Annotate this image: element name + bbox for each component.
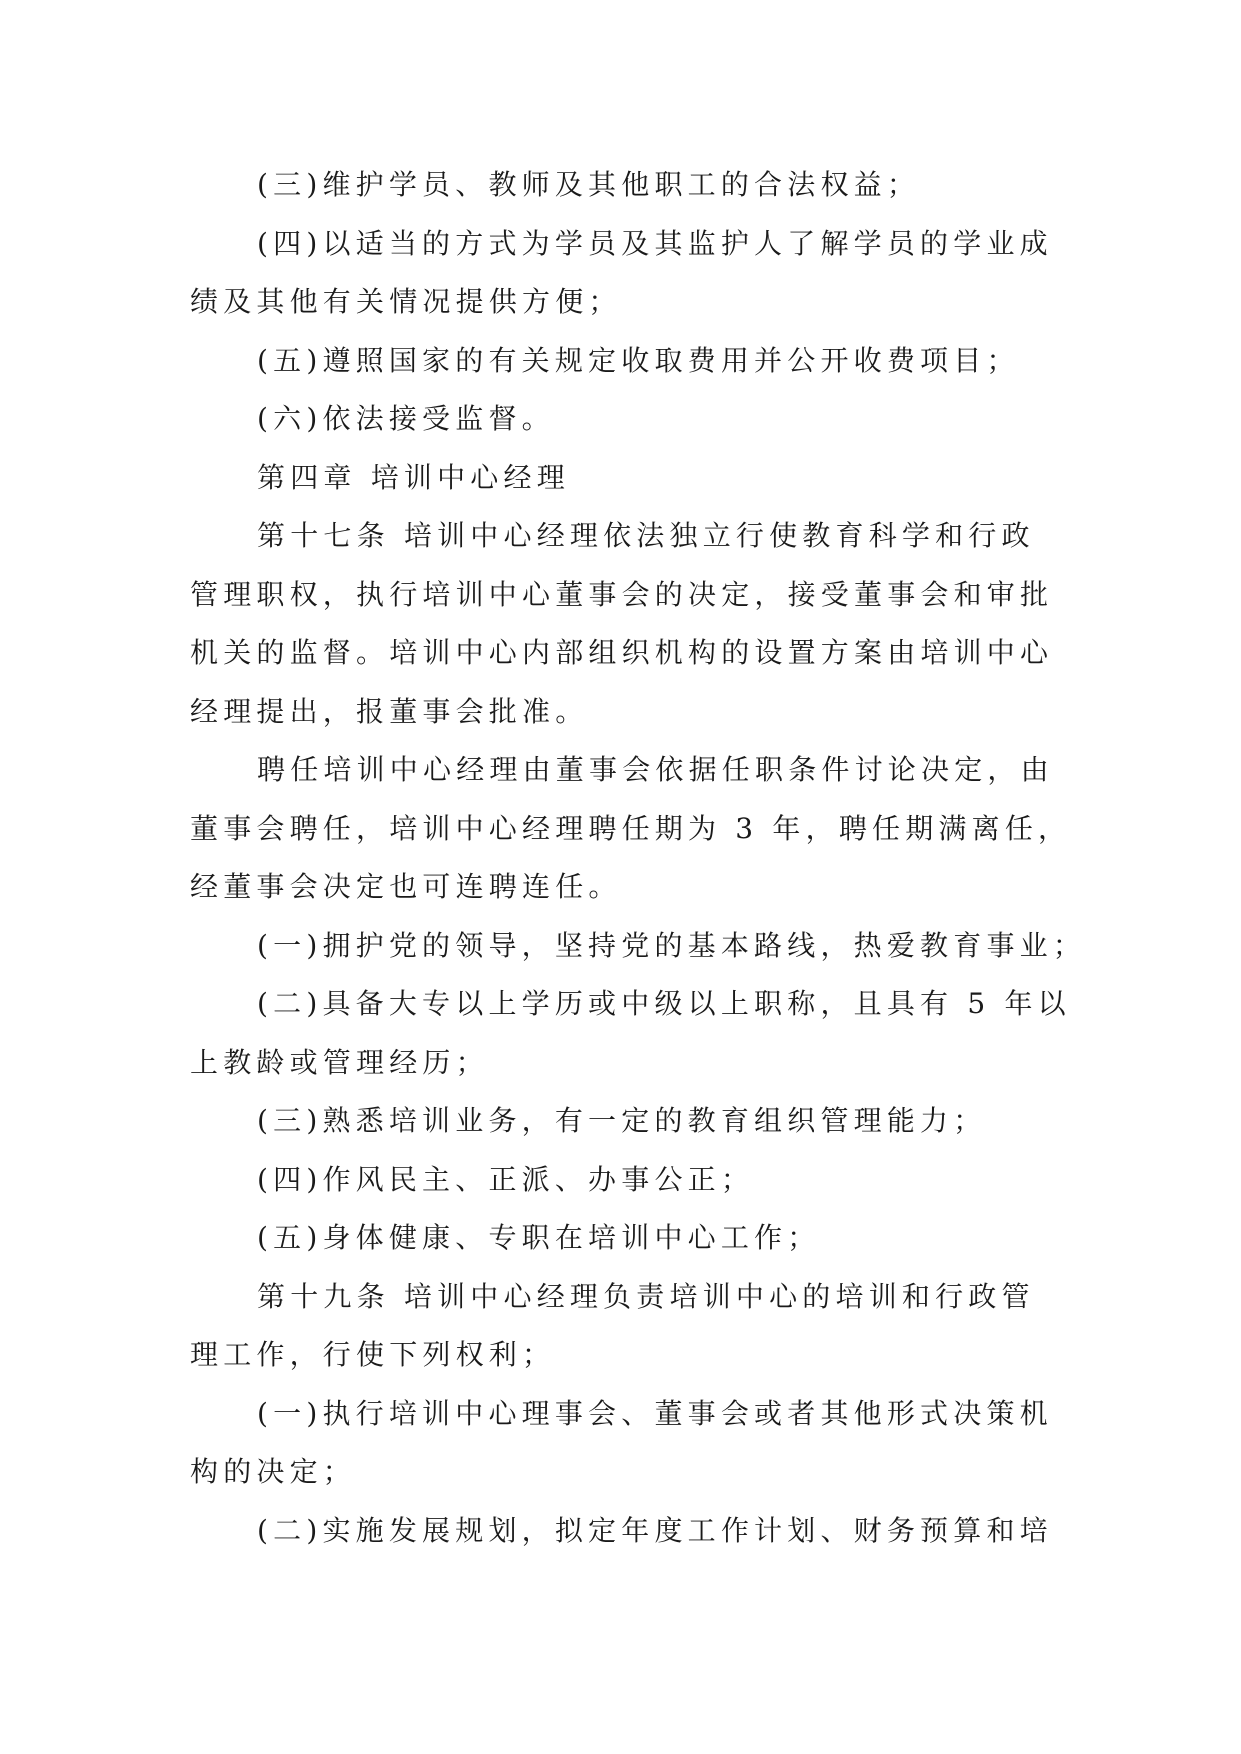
article-17-line-1: 第十七条 培训中心经理依法独立行使教育科学和行政 bbox=[257, 519, 1035, 552]
requirement-item-5: (五)身体健康、专职在培训中心工作； bbox=[257, 1221, 821, 1254]
duty-item-1-continued: 构的决定； bbox=[190, 1455, 357, 1488]
requirement-item-4: (四)作风民主、正派、办事公正； bbox=[257, 1162, 755, 1196]
list-item-6: (六)依法接受监督。 bbox=[257, 402, 555, 435]
requirement-item-3: (三)熟悉培训业务，有一定的教育组织管理能力； bbox=[257, 1104, 987, 1137]
article-17-line-3: 机关的监督。培训中心内部组织机构的设置方案由培训中心 bbox=[190, 636, 1054, 669]
list-item-5: (五)遵照国家的有关规定收取费用并公开收费项目； bbox=[257, 343, 1020, 377]
article-19-line-2: 理工作，行使下列权利； bbox=[190, 1338, 556, 1371]
list-item-4-continued: 绩及其他有关情况提供方便； bbox=[190, 285, 622, 318]
list-item-3: (三)维护学员、教师及其他职工的合法权益； bbox=[257, 168, 921, 201]
article-17-line-2: 管理职权，执行培训中心董事会的决定，接受董事会和审批 bbox=[190, 577, 1054, 611]
duty-item-1: (一)执行培训中心理事会、董事会或者其他形式决策机 bbox=[257, 1396, 1053, 1430]
duty-item-2: (二)实施发展规划，拟定年度工作计划、财务预算和培 bbox=[257, 1513, 1053, 1547]
article-17-line-4: 经理提出，报董事会批准。 bbox=[190, 694, 589, 728]
article-19-line-1: 第十九条 培训中心经理负责培训中心的培训和行政管 bbox=[257, 1279, 1035, 1313]
list-item-4: (四)以适当的方式为学员及其监护人了解学员的学业成 bbox=[257, 226, 1053, 260]
requirement-item-1: (一)拥护党的领导，坚持党的基本路线，热爱教育事业； bbox=[257, 928, 1087, 962]
requirement-item-2: (二)具备大专以上学历或中级以上职称，且具有 5 年以 bbox=[257, 987, 1071, 1020]
appointment-paragraph-line-1: 聘任培训中心经理由董事会依据任职条件讨论决定，由 bbox=[257, 753, 1054, 786]
requirement-item-2-continued: 上教龄或管理经历； bbox=[190, 1045, 489, 1079]
document-body bbox=[190, 156, 1087, 1560]
appointment-paragraph-line-2: 董事会聘任，培训中心经理聘任期为 3 年，聘任期满离任， bbox=[190, 811, 1072, 845]
chapter-heading: 第四章 培训中心经理 bbox=[257, 460, 570, 494]
appointment-paragraph-line-3: 经董事会决定也可连聘连任。 bbox=[190, 870, 622, 903]
